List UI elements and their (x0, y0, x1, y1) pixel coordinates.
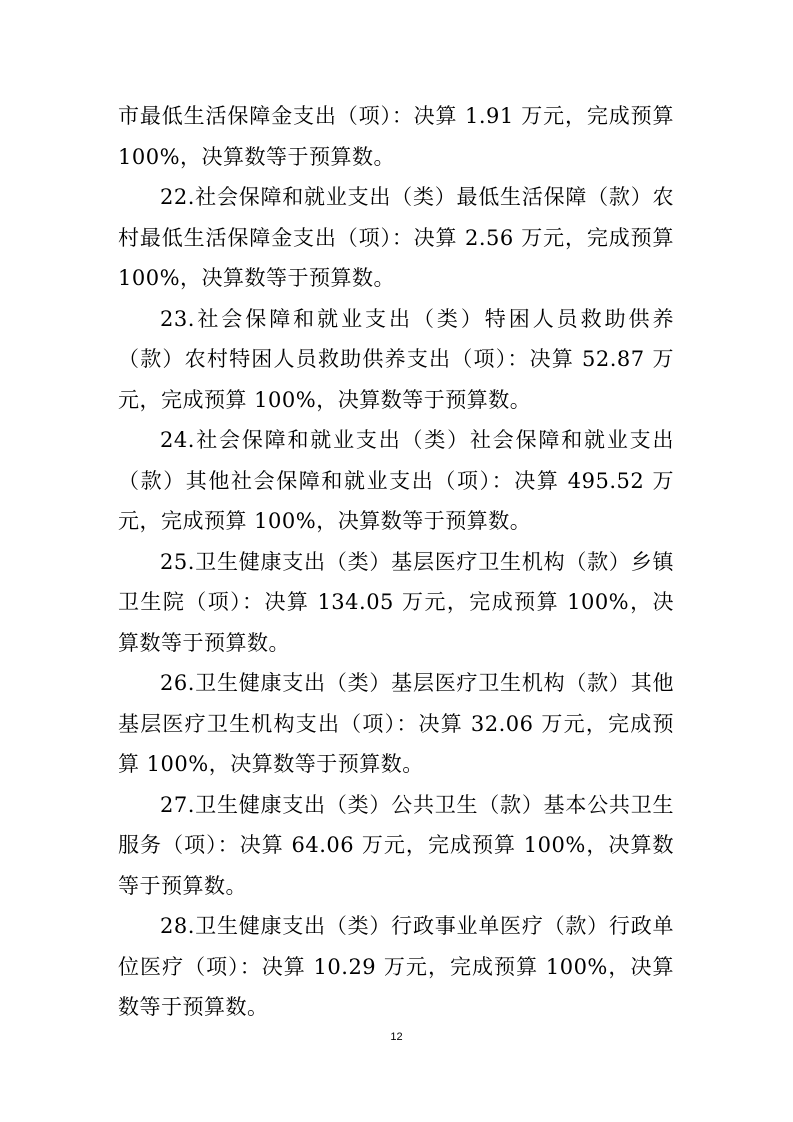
paragraph-item-24: 24.社会保障和就业支出（类）社会保障和就业支出（款）其他社会保障和就业支出（项）：决算 495.52 万元，完成预算 100%，决算数等于预算数。 (118, 428, 674, 533)
paragraph-continuation: 市最低生活保障金支出（项）：决算 1.91 万元，完成预算 100%，决算数等于预算数。 (118, 104, 674, 169)
paragraph-item-22: 22.社会保障和就业支出（类）最低生活保障（款）农村最低生活保障金支出（项）：决算 2.56 万元，完成预算 100%，决算数等于预算数。 (118, 185, 674, 290)
paragraph-item-23: 23.社会保障和就业支出（类）特困人员救助供养（款）农村特困人员救助供养支出（项）：决算 52.87 万元，完成预算 100%，决算数等于预算数。 (118, 306, 674, 412)
paragraph-item-28: 28.卫生健康支出（类）行政事业单医疗（款）行政单位医疗（项）：决算 10.29 万元，完成预算 100%，决算数等于预算数。 (118, 914, 674, 1019)
document-body (118, 96, 674, 1028)
paragraph-item-26: 26.卫生健康支出（类）基层医疗卫生机构（款）其他基层医疗卫生机构支出（项）：决算 32.06 万元，完成预算 100%，决算数等于预算数。 (118, 671, 674, 776)
paragraph-item-25: 25.卫生健康支出（类）基层医疗卫生机构（款）乡镇卫生院（项）：决算 134.05 万元，完成预算 100%，决算数等于预算数。 (118, 549, 674, 655)
page-number: 12 (390, 1031, 403, 1043)
paragraph-item-27: 27.卫生健康支出（类）公共卫生（款）基本公共卫生服务（项）：决算 64.06 万元，完成预算 100%，决算数等于预算数。 (118, 792, 674, 898)
